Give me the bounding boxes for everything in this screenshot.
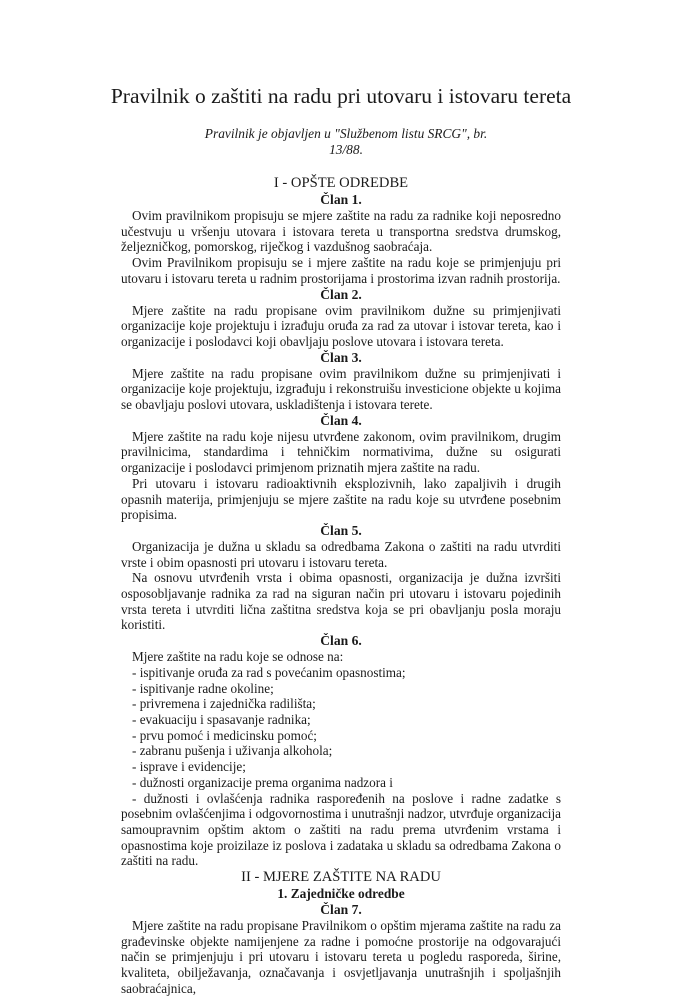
document-body	[121, 175, 561, 997]
section-heading: I - OPŠTE ODREDBE	[273, 175, 409, 191]
list-item: - ispitivanje radne okoline;	[132, 680, 274, 696]
article-heading: Član 3.	[320, 349, 362, 365]
article-heading: Član 1.	[320, 192, 362, 207]
list-item: - dužnosti organizacije prema organima nadzora i	[132, 774, 393, 790]
subsection-heading: 1. Zajedničke odredbe	[277, 886, 405, 902]
publication-note	[121, 126, 561, 158]
article-heading: Član 4.	[320, 412, 362, 428]
article-heading: Član 2.	[320, 286, 362, 302]
paragraph: Ovim pravilnikom propisuju se mjere zaštite na radu za radnike koji neposredno učestvuju u vršenju utovara i istovara tereta u transportna sredstva drumskog, željezničkog, pomorskog, riječkog i vazdušnog saobraćaja.	[121, 208, 561, 255]
article-heading: Član 7.	[320, 902, 362, 918]
list-item: - privremena i zajednička radilišta;	[132, 696, 316, 712]
paragraph: Na osnovu utvrđenih vrsta i obima opasnosti, organizacija je dužna izvršiti osposobljavanje radnika za rad na siguran način pri utovaru i istovaru pojedinih vrsta tereta i utvrditi lična zaštitna sredstva koja se pri obavljanju posla moraju koristiti.	[121, 570, 561, 633]
document-title: Pravilnik o zaštiti na radu pri utovaru i istovaru tereta	[110, 84, 572, 108]
list-item: Mjere zaštite na radu koje se odnose na:	[132, 649, 344, 665]
paragraph: Mjere zaštite na radu propisane ovim pravilnikom dužne su primjenjivati organizacije koje projektuju i izrađuju oruđa za rad za utovar i istovar tereta, kao i organizacije i poslodavci koji obavljaju poslove utovara i istovara tereta.	[121, 302, 561, 349]
paragraph: Mjere zaštite na radu propisane ovim pravilnikom dužne su primjenjivati i organizacije koje projektuju, izgrađuju i rekonstruišu investicione objekte u kojima se obavljaju poslovi utovara, uskladištenja i istovara terete.	[121, 365, 561, 413]
list-item: - ispitivanje oruđa za rad s povećanim opasnostima;	[132, 664, 406, 680]
list-item: - isprave i evidencije;	[132, 759, 246, 775]
article-heading: Član 6.	[320, 633, 362, 649]
list-item: - prvu pomoć i medicinsku pomoć;	[132, 727, 317, 743]
paragraph: Mjere zaštite na radu propisane Pravilnikom o opštim mjerama zaštite na radu za građevinske objekte namijenjene za radne i pomoćne prostorije na odgovarajući način se primjenjuju i pri utovaru i istovaru tereta u pogledu rasporeda, širine, kvaliteta, obilježavanja, označavanja i osvjetljavanja unutrašnjih i spoljašnjih saobraćajnica,	[121, 918, 561, 996]
paragraph: - dužnosti i ovlašćenja radnika raspoređenih na poslove i radne zadatke s posebnim ovlašćenjima i odgovornostima i unutrašnji nadzor, utvrđuje organizacija samoupravnim opštim aktom o zaštiti na radu prema utvrđenim vrstama i opasnostima koje proizilaze iz poslova i zadataka u skladu sa odredbama Zakona o zaštiti na radu.	[121, 790, 561, 869]
article-heading: Član 5.	[320, 522, 362, 538]
document-page	[110, 82, 572, 997]
paragraph: Organizacija je dužna u skladu sa odredbama Zakona o zaštiti na radu utvrditi vrste i obim opasnosti pri utovaru i istovaru tereta.	[121, 538, 561, 570]
list-item: - evakuaciju i spasavanje radnika;	[132, 711, 311, 727]
publication-line: 13/88.	[329, 142, 363, 157]
publication-line: Pravilnik je objavljen u "Službenom listu SRCG", br.	[204, 126, 488, 141]
paragraph: Pri utovaru i istovaru radioaktivnih eksplozivnih, lako zapaljivih i drugih opasnih materija, primjenjuju se mjere zaštite na radu koje su utvrđene posebnim propisima.	[121, 475, 561, 523]
section-heading: II - MJERE ZAŠTITE NA RADU	[241, 869, 441, 886]
list-item: - zabranu pušenja i uživanja alkohola;	[132, 743, 333, 759]
paragraph: Mjere zaštite na radu koje nijesu utvrđene zakonom, ovim pravilnikom, drugim pravilnicima, standardima i tehničkim normativima, dužne su osigurati organizacije i poslodavci primjenom priznatih mjera zaštite na radu.	[121, 428, 561, 476]
paragraph: Ovim Pravilnikom propisuju se i mjere zaštite na radu koje se primjenjuju pri utovaru i istovaru tereta u radnim prostorijama i prostorima izvan radnih prostorija.	[121, 255, 561, 286]
